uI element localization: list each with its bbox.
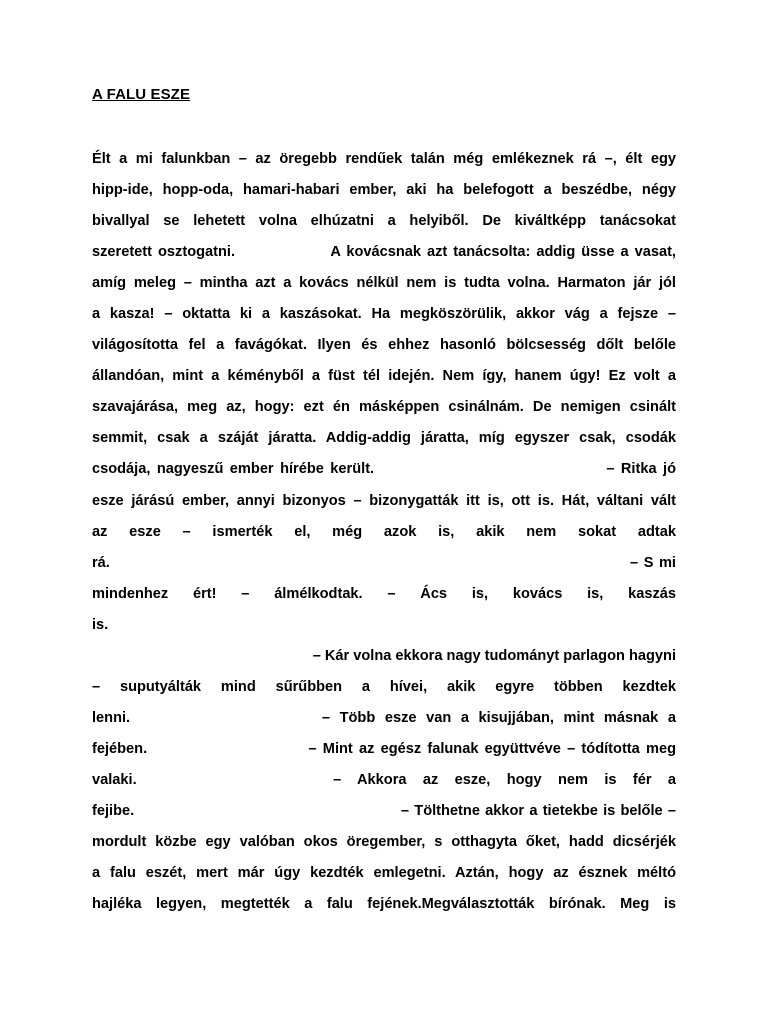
text-line: csodája, nagyeszű ember hírébe került. – Ritka jó xyxy=(92,461,676,478)
text-line: semmit, csak a száját járatta. Addig-addig járatta, míg egyszer csak, csodák xyxy=(92,430,676,447)
text-line: valaki. – Akkora az esze, hogy nem is fér a xyxy=(92,771,676,788)
text-line: szeretett osztogatni. A kovácsnak azt tanácsolta: addig üsse a vasat, xyxy=(92,244,676,261)
text-line: rá. – S mi xyxy=(92,554,676,571)
text-line: esze járású ember, annyi bizonyos – bizonygatták itt is, ott is. Hát, váltani vált xyxy=(92,492,676,509)
text-line: – Kár volna ekkora nagy tudományt parlagon hagyni xyxy=(312,647,676,664)
text-line: is. xyxy=(92,616,109,633)
text-line: fejében. – Mint az egész falunak együttvéve – tódította meg xyxy=(92,740,676,757)
text-line: az esze – ismerték el, még azok is, akik nem sokat adtak xyxy=(92,523,676,540)
text-line: hajléka legyen, megtették a falu fejének.Megválasztották bírónak. Meg is xyxy=(92,896,676,913)
text-line: fejibe. – Tölthetne akkor a tietekbe is belőle – xyxy=(92,802,676,819)
text-line: a falu eszét, mert már úgy kezdték emlegetni. Aztán, hogy az észnek méltó xyxy=(92,865,676,882)
text-line: mordult közbe egy valóban okos öregember, s otthagyta őket, hadd dicsérjék xyxy=(92,834,676,851)
text-line: Élt a mi falunkban – az öregebb rendűek talán még emlékeznek rá –, élt egy xyxy=(92,151,676,167)
text-line: szavajárása, meg az, hogy: ezt én másképpen csinálnám. De nemigen csinált xyxy=(92,399,676,416)
text-line: lenni. – Több esze van a kisujjában, mint másnak a xyxy=(92,709,676,726)
text-line: hipp-ide, hopp-oda, hamari-habari ember, aki ha belefogott a beszédbe, négy xyxy=(92,182,676,199)
document-body xyxy=(92,146,676,922)
text-line: amíg meleg – mintha azt a kovács nélkül nem is tudta volna. Harmaton jár jól xyxy=(92,275,676,292)
text-line: a kasza! – oktatta ki a kaszásokat. Ha megköszörülik, akkor vág a fejsze – xyxy=(92,306,676,323)
text-line: állandóan, mint a kéményből a füst tél idején. Nem így, hanem úgy! Ez volt a xyxy=(92,368,676,385)
text-line: világosította fel a favágókat. Ilyen és ehhez hasonló bölcsesség dőlt belőle xyxy=(92,337,676,354)
document-title: A FALU ESZE xyxy=(92,86,191,103)
text-line: – suputyálták mind sűrűbben a hívei, akik egyre többen kezdtek xyxy=(92,678,676,695)
text-line: bivallyal se lehetett volna elhúzatni a helyiből. De kiváltképp tanácsokat xyxy=(92,213,676,230)
text-line: mindenhez ért! – álmélkodtak. – Ács is, kovács is, kaszás xyxy=(92,585,676,602)
